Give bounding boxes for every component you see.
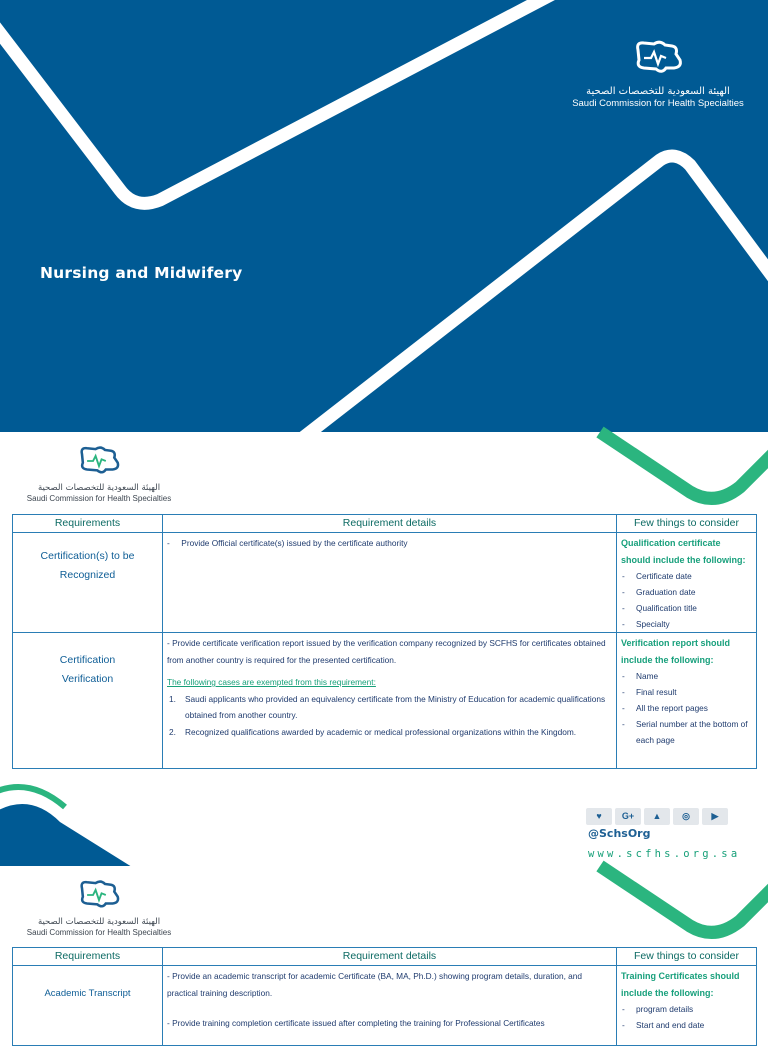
requirement-cell (13, 533, 163, 633)
header-requirements: Requirements (13, 515, 163, 533)
google-plus-icon[interactable]: G+ (615, 808, 641, 825)
table-row (13, 533, 757, 633)
exempt-list (167, 691, 612, 741)
page-logo (14, 444, 184, 504)
snapchat-icon[interactable]: ▲ (644, 808, 670, 825)
requirements-page-2 (0, 866, 768, 1030)
detail-text: - Provide training completion certificate issued after completing the training for Professional Certificates (167, 1018, 545, 1028)
list-item: 2. Recognized qualifications awarded by academic or medical professional organizations within the Kingdom. (169, 726, 577, 737)
youtube-icon[interactable]: ▶ (702, 808, 728, 825)
exempt-heading: The following cases are exempted from this requirement: (167, 677, 376, 687)
table-header-row (13, 948, 757, 966)
consider-cell (617, 966, 757, 1046)
header-requirements: Requirements (13, 948, 163, 966)
header-consider: Few things to consider (617, 948, 757, 966)
consider-heading: Verification report should include the following: (621, 638, 731, 665)
list-item: - Serial number at the bottom of each page (621, 716, 752, 748)
list-item: - Specialty (621, 616, 752, 632)
details-cell (163, 966, 617, 1046)
cover-logo (568, 38, 748, 110)
list-item: - program details (621, 1001, 752, 1017)
list-item: 1. Saudi applicants who provided an equivalency certificate from the Ministry of Education for academic qualifications obtained from another country. (169, 693, 606, 720)
header-details: Requirement details (163, 948, 617, 966)
requirements-page-1 (0, 432, 768, 866)
list-item: - Final result (621, 684, 752, 700)
requirement-title: Academic Transcript (44, 988, 131, 999)
org-name-english: Saudi Commission for Health Specialties (26, 928, 172, 937)
detail-text: - Provide certificate verification report issued by the verification company recognized by SCFHS for certificates obtained from another country is required for the presented certification. (167, 638, 606, 665)
list-item: - Certificate date (621, 568, 752, 584)
list-item: - Start and end date (621, 1017, 752, 1033)
requirements-table (12, 514, 757, 769)
consider-heading: Training Certificates should include the following: (621, 971, 740, 998)
twitter-icon[interactable]: ♥ (586, 808, 612, 825)
scfhs-logo-icon (73, 878, 125, 912)
table-row (13, 633, 757, 769)
scfhs-logo-icon (632, 38, 684, 78)
details-cell (163, 533, 617, 633)
cover-title: Nursing and Midwifery (40, 264, 243, 282)
consider-list (621, 1001, 752, 1033)
table-header-row (13, 515, 757, 533)
requirements-table (12, 947, 757, 1046)
consider-cell (617, 533, 757, 633)
cover-page (0, 0, 768, 432)
social-handle[interactable]: @SchsOrg (588, 827, 651, 840)
list-item: - Graduation date (621, 584, 752, 600)
consider-cell (617, 633, 757, 769)
org-name-english: Saudi Commission for Health Specialties (26, 494, 172, 503)
details-cell (163, 633, 617, 769)
scfhs-logo-icon (73, 444, 125, 478)
consider-list (621, 668, 752, 748)
requirement-cell (13, 966, 163, 1046)
list-item: - Name (621, 668, 752, 684)
consider-list (621, 568, 752, 632)
org-name-arabic: الهيئة السعودية للتخصصات الصحية (37, 917, 161, 927)
social-icons (586, 806, 731, 825)
detail-text: - Provide Official certificate(s) issued by the certificate authority (167, 538, 408, 548)
requirement-title: Certification Verification (59, 654, 116, 685)
org-name-arabic: الهيئة السعودية للتخصصات الصحية (586, 86, 730, 97)
consider-heading: Qualification certificate should include the following: (621, 538, 746, 565)
detail-text: - Provide an academic transcript for academic Certificate (BA, MA, Ph.D.) showing program details, duration, and practical training description. (167, 971, 583, 998)
org-name-arabic: الهيئة السعودية للتخصصات الصحية (37, 483, 161, 493)
header-consider: Few things to consider (617, 515, 757, 533)
page-logo (14, 878, 184, 938)
header-details: Requirement details (163, 515, 617, 533)
list-item: - All the report pages (621, 700, 752, 716)
instagram-icon[interactable]: ◎ (673, 808, 699, 825)
table-row (13, 966, 757, 1046)
list-item: - Qualification title (621, 600, 752, 616)
requirement-title: Certification(s) to be Recognized (40, 550, 135, 581)
website-link[interactable]: www.scfhs.org.sa (588, 848, 741, 860)
requirement-cell (13, 633, 163, 769)
org-name-english: Saudi Commission for Health Specialties (572, 98, 744, 109)
